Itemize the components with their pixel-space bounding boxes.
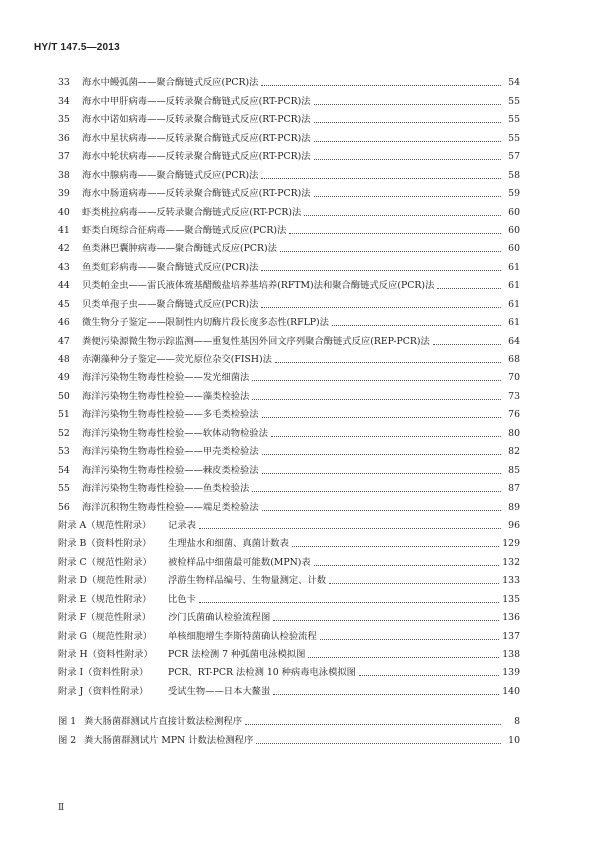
toc-entry[interactable]: [58, 328, 520, 346]
toc-entry[interactable]: [58, 254, 520, 272]
toc-entry-label: 48: [58, 354, 70, 365]
appendix-entry[interactable]: [58, 623, 520, 641]
dot-leader: [199, 527, 501, 529]
dot-leader: [199, 601, 499, 603]
toc-entry-title: 海洋沉积物生物毒性检验——端足类检验法: [82, 501, 259, 513]
toc-entry[interactable]: [58, 310, 520, 328]
toc-entry-title: 虾类白斑综合征病毒——聚合酶链式反应(PCR)法: [82, 224, 287, 236]
toc-entry-page: 68: [508, 354, 520, 365]
appendix-entry[interactable]: [58, 531, 520, 549]
toc-entry-label: 47: [58, 335, 70, 347]
dot-leader: [256, 742, 501, 744]
toc-entry-page: 60: [508, 206, 520, 218]
toc-entry-label: 36: [58, 132, 70, 144]
toc-entry-page: 76: [508, 409, 520, 421]
toc-entries: [58, 70, 520, 513]
appendix-entry-title: 受试生物——日本大鳌蚩: [168, 685, 271, 697]
appendix-entry-label: 附录 I（资料性附录）: [58, 667, 149, 679]
toc-entry[interactable]: [58, 218, 520, 236]
dot-leader: [359, 674, 499, 676]
appendix-entry-title: 沙门氏菌确认检验流程图: [168, 612, 271, 624]
appendix-entry[interactable]: [58, 513, 520, 531]
toc-entry-page: 55: [508, 95, 520, 107]
toc-entry-title: 海水中鳗弧菌——聚合酶链式反应(PCR)法: [82, 77, 259, 89]
toc-entry-label: 35: [58, 114, 70, 126]
toc-entry-page: 89: [508, 501, 520, 513]
appendix-entry-title: 记录表: [168, 519, 196, 531]
dot-leader: [332, 324, 501, 326]
toc-entry-label: 46: [58, 317, 70, 329]
dot-leader: [252, 379, 501, 381]
toc-entry-label: 40: [58, 206, 70, 218]
figure-entry-label: 图 1: [58, 716, 77, 728]
toc-entry-label: 50: [58, 390, 70, 402]
toc-entry-page: 61: [508, 298, 520, 310]
toc-entry[interactable]: [58, 144, 520, 162]
toc-entry-label: 45: [58, 298, 70, 310]
toc-entry-page: 60: [508, 224, 520, 236]
appendix-entry-page: 96: [508, 519, 520, 531]
table-of-contents: [58, 70, 520, 746]
dot-leader: [314, 140, 501, 142]
toc-entry-page: 55: [508, 114, 520, 126]
toc-entry[interactable]: [58, 347, 520, 365]
toc-entry-title: 海水中轮状病毒——反转录聚合酶链式反应(RT-PCR)法: [82, 151, 311, 163]
toc-entry[interactable]: [58, 70, 520, 88]
toc-entry-page: 55: [508, 132, 520, 144]
dot-leader: [261, 306, 501, 308]
appendix-entry-page: 138: [502, 649, 520, 660]
figure-entry-title: 粪大肠菌群测试片直接计数法检测程序: [84, 716, 243, 728]
appendix-entry-title: 浮游生物样品编号、生物量测定、计数: [168, 575, 327, 587]
appendix-entry-label: 附录 B（资料性附录）: [58, 538, 152, 550]
toc-entry-label: 44: [58, 280, 70, 292]
toc-entry[interactable]: [58, 402, 520, 420]
dot-leader: [314, 121, 501, 123]
toc-entry-title: 海洋污染物生物毒性检验——鱼类检验法: [82, 483, 250, 495]
appendix-entry[interactable]: [58, 568, 520, 586]
toc-entry-page: 82: [508, 446, 520, 458]
dot-leader: [261, 269, 501, 271]
toc-entry-page: 58: [508, 169, 520, 181]
figure-entry-page: 10: [508, 734, 520, 746]
dot-leader: [304, 214, 501, 216]
appendix-entry-page: 132: [502, 556, 520, 568]
toc-entry[interactable]: [58, 291, 520, 309]
toc-entry-label: 37: [58, 151, 70, 163]
dot-leader: [262, 453, 501, 455]
appendix-entry[interactable]: [58, 642, 520, 660]
toc-entry-page: 61: [508, 261, 520, 273]
toc-entry[interactable]: [58, 236, 520, 254]
toc-entry[interactable]: [58, 383, 520, 401]
appendix-entry-label: 附录 F（规范性附录）: [58, 612, 152, 624]
toc-entry-label: 38: [58, 169, 70, 181]
toc-entry-label: 42: [58, 243, 70, 255]
toc-entry[interactable]: [58, 88, 520, 106]
toc-entry-title: 海水中甲肝病毒——反转录聚合酶链式反应(RT-PCR)法: [82, 95, 311, 107]
appendix-entry-label: 附录 H（资料性附录）: [58, 649, 153, 660]
toc-entry[interactable]: [58, 494, 520, 512]
appendix-entry-page: 129: [502, 538, 520, 550]
dot-leader: [314, 195, 501, 197]
toc-entry-title: 海水中肠道病毒——反转录聚合酶链式反应(RT-PCR)法: [82, 188, 311, 200]
toc-entry-label: 52: [58, 427, 70, 439]
toc-entry-title: 鱼类虹彩病毒——聚合酶链式反应(PCR)法: [82, 261, 259, 273]
toc-entry-label: 39: [58, 188, 70, 200]
toc-entry[interactable]: [58, 125, 520, 143]
dot-leader: [252, 398, 501, 400]
toc-entry-page: 60: [508, 243, 520, 255]
dot-leader: [271, 435, 501, 437]
toc-entry-title: 贝类帕金虫——雷氏液体巯基醋酸盐培养基培养(RFTM)法和聚合酶链式反应(PCR)法: [82, 280, 435, 292]
toc-entry[interactable]: [58, 181, 520, 199]
toc-figures: [58, 709, 520, 746]
toc-entry-label: 34: [58, 95, 70, 107]
dot-leader: [245, 723, 501, 725]
appendix-entry[interactable]: [58, 605, 520, 623]
dot-leader: [262, 509, 501, 511]
toc-entry-title: 赤潮藻种分子鉴定——荧光原位杂交(FISH)法: [82, 354, 272, 365]
dot-leader: [273, 693, 499, 695]
dot-leader: [275, 361, 501, 363]
dot-leader: [314, 564, 500, 566]
appendix-entry-page: 137: [502, 630, 520, 642]
toc-entry[interactable]: [58, 273, 520, 291]
appendix-entry-title: 比色卡: [168, 593, 196, 605]
toc-entry-page: 85: [508, 464, 520, 476]
appendix-entry-page: 136: [502, 612, 520, 624]
toc-entry[interactable]: [58, 107, 520, 125]
toc-entry-label: 51: [58, 409, 70, 421]
toc-entry-title: 微生物分子鉴定——限制性内切酶片段长度多态性(RFLP)法: [82, 317, 329, 329]
appendix-entry-page: 140: [502, 685, 520, 697]
toc-entry-page: 87: [508, 483, 520, 495]
figure-entry-label: 图 2: [58, 734, 77, 746]
appendix-entry-title: 被检样品中细菌最可能数(MPN)表: [168, 556, 311, 568]
dot-leader: [433, 343, 501, 345]
dot-leader: [262, 416, 501, 418]
toc-entry-title: 海洋污染物生物毒性检验——发光细菌法: [82, 372, 250, 384]
figure-entry[interactable]: [58, 709, 520, 727]
toc-entry-page: 64: [508, 335, 520, 347]
toc-entry-label: 43: [58, 261, 70, 273]
section-spacer: [58, 697, 520, 709]
dot-leader: [252, 490, 501, 492]
appendix-entry[interactable]: [58, 549, 520, 567]
dot-leader: [273, 619, 499, 621]
toc-entry-page: 54: [508, 77, 520, 89]
toc-entry-title: 海洋污染物生物毒性检验——甲壳类检验法: [82, 446, 259, 458]
figure-entry-title: 粪大肠菌群测试片 MPN 计数法检测程序: [84, 734, 254, 746]
appendix-entry-label: 附录 D（规范性附录）: [58, 575, 153, 587]
dot-leader: [292, 545, 499, 547]
appendix-entry[interactable]: [58, 678, 520, 696]
appendix-entry-title: PCR 法检测 7 种弧菌电泳模拟图: [168, 649, 306, 660]
appendix-entry-title: 生理盐水和细菌、真菌计数表: [168, 538, 289, 550]
dot-leader: [308, 656, 499, 658]
toc-entry-label: 54: [58, 464, 70, 476]
appendix-entry-label: 附录 C（规范性附录）: [58, 556, 152, 568]
toc-entry-label: 56: [58, 501, 70, 513]
toc-entry-label: 33: [58, 77, 70, 89]
dot-leader: [329, 582, 499, 584]
toc-entry-label: 53: [58, 446, 70, 458]
appendix-entry-page: 133: [502, 575, 520, 587]
appendix-entry-label: 附录 G（规范性附录）: [58, 630, 153, 642]
appendix-entry-page: 139: [502, 667, 520, 679]
figure-entry[interactable]: [58, 727, 520, 745]
appendix-entry-title: 单核细胞增生李斯特菌确认检验流程: [168, 630, 317, 642]
dot-leader: [320, 638, 499, 640]
toc-entry-page: 61: [508, 317, 520, 329]
toc-entry[interactable]: [58, 476, 520, 494]
toc-entry[interactable]: [58, 439, 520, 457]
toc-entry-title: 海洋污染物生物毒性检验——棘皮类检验法: [82, 464, 259, 476]
toc-entry-title: 贝类单孢子虫——聚合酶链式反应(PCR)法: [82, 298, 259, 310]
toc-entry-page: 57: [508, 151, 520, 163]
toc-entry-label: 55: [58, 483, 70, 495]
dot-leader: [261, 84, 501, 86]
toc-appendices: [58, 513, 520, 697]
toc-entry[interactable]: [58, 365, 520, 383]
toc-entry-title: 鱼类淋巴囊肿病毒——聚合酶链式反应(PCR)法: [82, 243, 277, 255]
toc-entry[interactable]: [58, 420, 520, 438]
dot-leader: [261, 177, 501, 179]
toc-entry-page: 59: [508, 188, 520, 200]
toc-entry[interactable]: [58, 457, 520, 475]
toc-entry-title: 粪便污染源微生物示踪监测——重复性基因外回文序列聚合酶链式反应(REP-PCR)法: [82, 335, 430, 347]
appendix-entry-label: 附录 E（规范性附录）: [58, 593, 152, 605]
toc-entry-title: 海洋污染物生物毒性检验——软体动物检验法: [82, 427, 268, 439]
toc-entry[interactable]: [58, 199, 520, 217]
dot-leader: [437, 287, 501, 289]
toc-entry-title: 虾类桃拉病毒——反转录聚合酶链式反应(RT-PCR)法: [82, 206, 302, 218]
toc-entry-title: 海水中腺病毒——聚合酶链式反应(PCR)法: [82, 169, 259, 181]
toc-entry-label: 49: [58, 372, 70, 384]
dot-leader: [289, 232, 501, 234]
toc-entry-page: 70: [508, 372, 520, 384]
page-number: Ⅱ: [58, 803, 65, 813]
figure-entry-page: 8: [514, 716, 520, 728]
dot-leader: [262, 472, 501, 474]
dot-leader: [314, 158, 501, 160]
appendix-entry-title: PCR、RT-PCR 法检测 10 种病毒电泳模拟图: [168, 667, 356, 679]
dot-leader: [280, 250, 501, 252]
toc-entry-page: 73: [508, 390, 520, 402]
toc-entry-label: 41: [58, 224, 70, 236]
toc-entry-title: 海洋污染物生物毒性检验——多毛类检验法: [82, 409, 259, 421]
appendix-entry[interactable]: [58, 586, 520, 604]
toc-entry-title: 海水中星状病毒——反转录聚合酶链式反应(RT-PCR)法: [82, 132, 311, 144]
appendix-entry-page: 135: [502, 593, 520, 605]
appendix-entry[interactable]: [58, 660, 520, 678]
dot-leader: [314, 103, 501, 105]
toc-entry-title: 海水中诺如病毒——反转录聚合酶链式反应(RT-PCR)法: [82, 114, 311, 126]
appendix-entry-label: 附录 A（规范性附录）: [58, 519, 152, 531]
document-code: HY/T 147.5—2013: [34, 42, 120, 53]
toc-entry-page: 61: [508, 280, 520, 292]
toc-entry[interactable]: [58, 162, 520, 180]
appendix-entry-label: 附录 J（资料性附录）: [58, 685, 149, 697]
toc-entry-title: 海洋污染物生物毒性检验——藻类检验法: [82, 390, 250, 402]
toc-entry-page: 80: [508, 427, 520, 439]
